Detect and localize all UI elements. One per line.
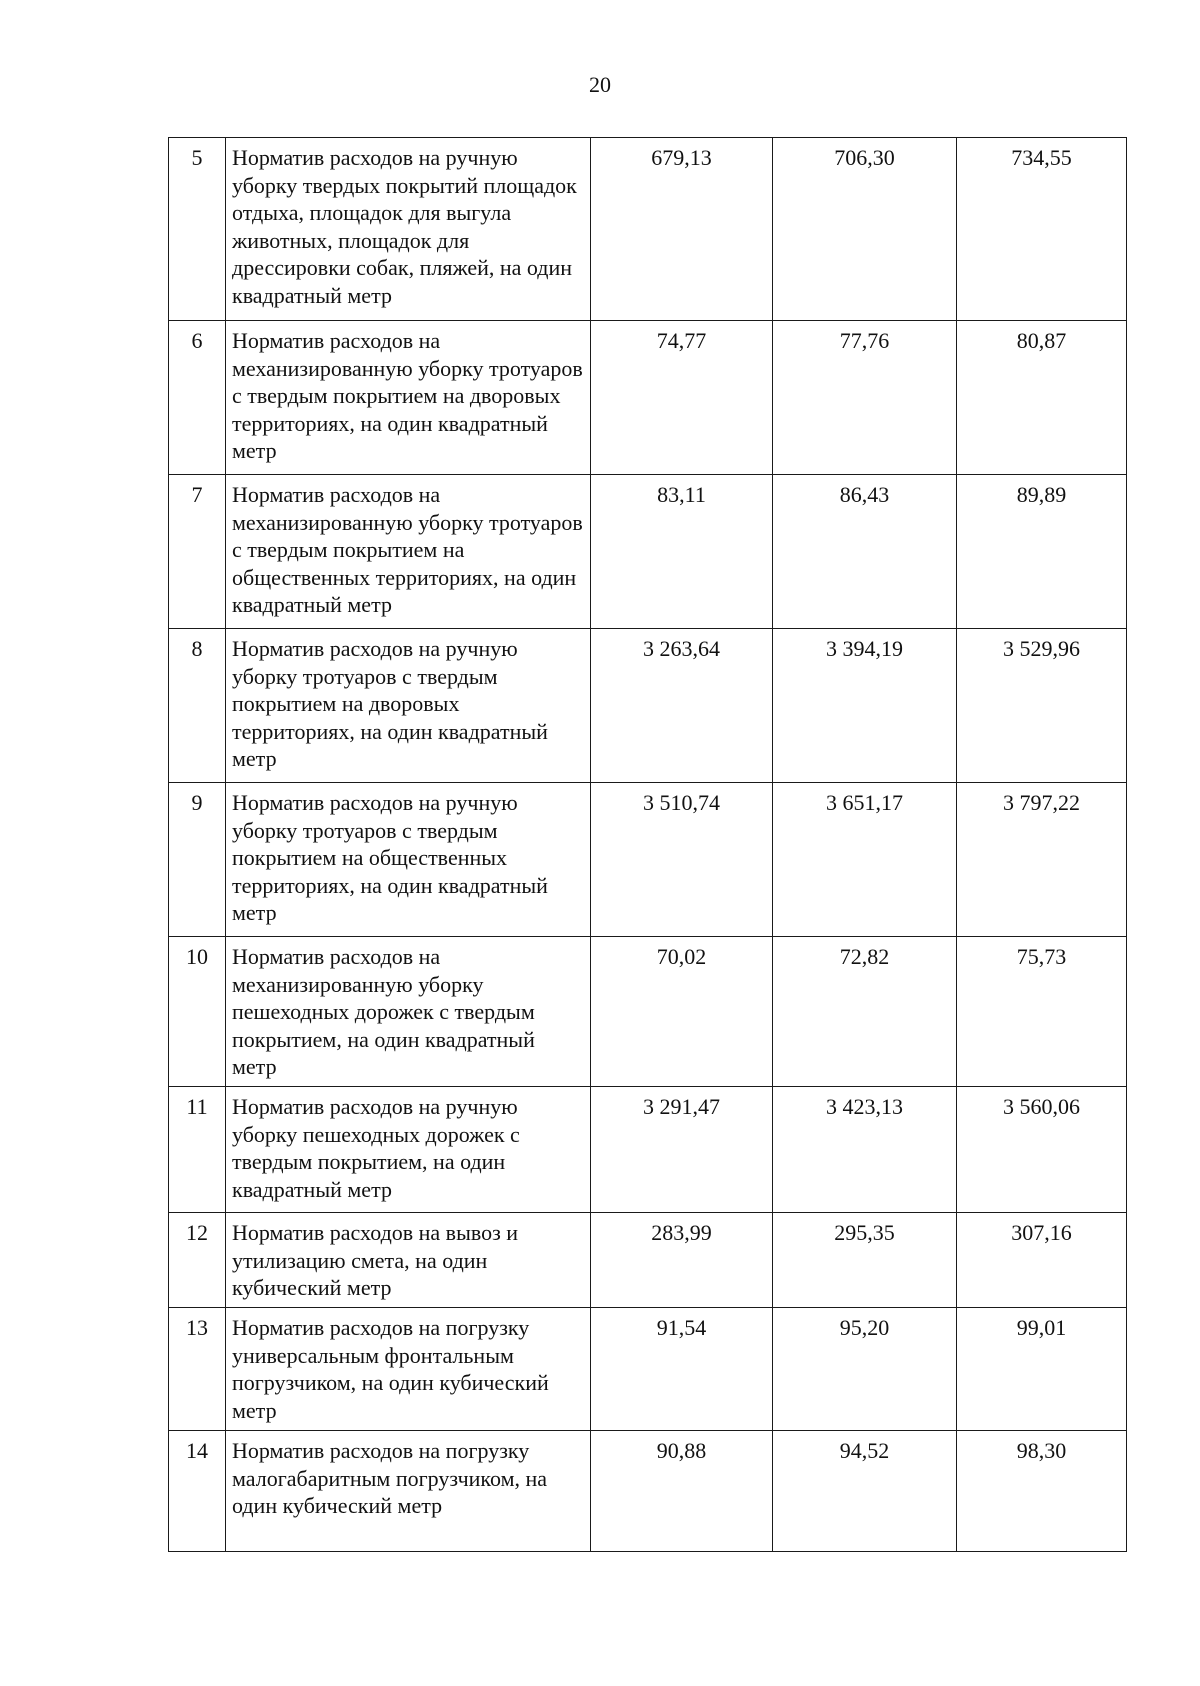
row-description: Норматив расходов на погрузку малогабаритным погрузчиком, на один кубический метр [226,1431,591,1552]
value-cell: 3 394,19 [773,629,957,783]
row-number: 8 [169,629,226,783]
row-description: Норматив расходов на погрузку универсальным фронтальным погрузчиком, на один кубический метр [226,1308,591,1431]
row-number: 13 [169,1308,226,1431]
value-cell: 679,13 [591,138,773,321]
row-number: 14 [169,1431,226,1552]
row-number: 11 [169,1087,226,1213]
row-description: Норматив расходов на механизированную уборку пешеходных дорожек с твердым покрытием, на один квадратный метр [226,937,591,1087]
value-cell: 706,30 [773,138,957,321]
value-cell: 95,20 [773,1308,957,1431]
value-cell: 94,52 [773,1431,957,1552]
table-row [169,1431,1127,1552]
row-description: Норматив расходов на ручную уборку тротуаров с твердым покрытием на дворовых территориях, на один квадратный метр [226,629,591,783]
value-cell: 3 291,47 [591,1087,773,1213]
value-cell: 89,89 [957,475,1127,629]
table-row [169,783,1127,937]
row-description: Норматив расходов на вывоз и утилизацию смета, на один кубический метр [226,1213,591,1308]
table-row [169,475,1127,629]
value-cell: 3 651,17 [773,783,957,937]
row-number: 12 [169,1213,226,1308]
row-description: Норматив расходов на ручную уборку тротуаров с твердым покрытием на общественных территориях, на один квадратный метр [226,783,591,937]
value-cell: 295,35 [773,1213,957,1308]
value-cell: 3 510,74 [591,783,773,937]
table-row [169,937,1127,1087]
value-cell: 72,82 [773,937,957,1087]
norms-table [168,137,1127,1552]
row-number: 9 [169,783,226,937]
value-cell: 77,76 [773,321,957,475]
row-number: 6 [169,321,226,475]
value-cell: 80,87 [957,321,1127,475]
value-cell: 74,77 [591,321,773,475]
row-description: Норматив расходов на ручную уборку твердых покрытий площадок отдыха, площадок для выгула животных, площадок для дрессировки собак, пляжей, на один квадратный метр [226,138,591,321]
value-cell: 83,11 [591,475,773,629]
table-row [169,1308,1127,1431]
table-row [169,138,1127,321]
value-cell: 3 560,06 [957,1087,1127,1213]
row-description: Норматив расходов на механизированную уборку тротуаров с твердым покрытием на общественных территориях, на один квадратный метр [226,475,591,629]
value-cell: 99,01 [957,1308,1127,1431]
table-row [169,321,1127,475]
value-cell: 90,88 [591,1431,773,1552]
value-cell: 283,99 [591,1213,773,1308]
table-row [169,1213,1127,1308]
table-row [169,629,1127,783]
value-cell: 3 263,64 [591,629,773,783]
row-description: Норматив расходов на механизированную уборку тротуаров с твердым покрытием на дворовых территориях, на один квадратный метр [226,321,591,475]
value-cell: 307,16 [957,1213,1127,1308]
page-number: 20 [589,72,611,97]
table-row [169,1087,1127,1213]
value-cell: 86,43 [773,475,957,629]
value-cell: 3 423,13 [773,1087,957,1213]
row-number: 10 [169,937,226,1087]
value-cell: 3 529,96 [957,629,1127,783]
value-cell: 91,54 [591,1308,773,1431]
row-number: 7 [169,475,226,629]
value-cell: 70,02 [591,937,773,1087]
row-number: 5 [169,138,226,321]
row-description: Норматив расходов на ручную уборку пешеходных дорожек с твердым покрытием, на один квадратный метр [226,1087,591,1213]
value-cell: 75,73 [957,937,1127,1087]
value-cell: 734,55 [957,138,1127,321]
value-cell: 98,30 [957,1431,1127,1552]
value-cell: 3 797,22 [957,783,1127,937]
